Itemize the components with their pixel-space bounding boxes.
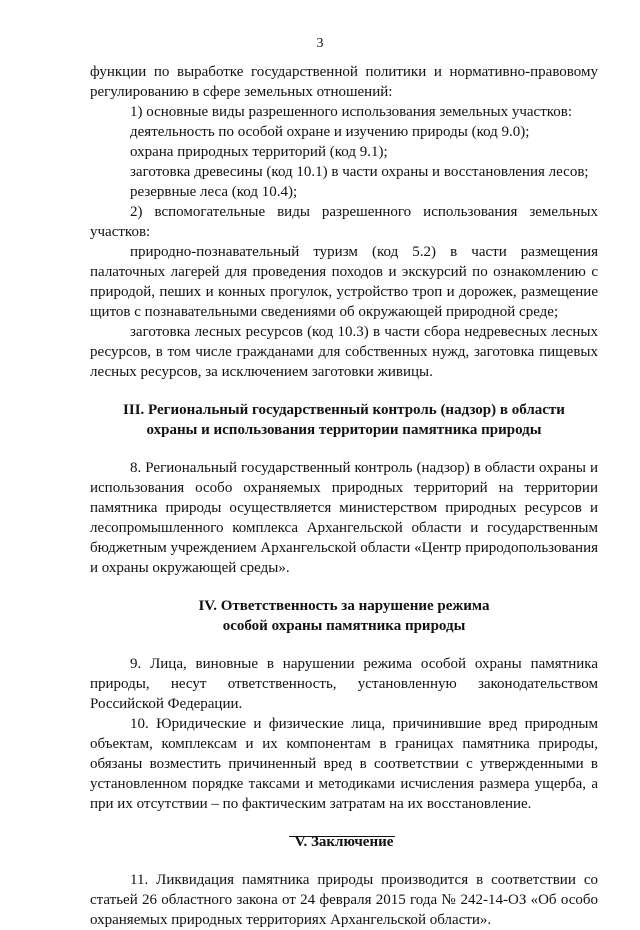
page-number: 3	[316, 36, 324, 51]
list2-item-1: природно-познавательный туризм (код 5.2) в части размещения палаточных лагерей для проведения походов и экскурсий по ознакомлению с природой, пеших и конных прогулок, устройство троп и дорожек, размещение щитов с познавательными сведениями об окружающей природной среде;	[90, 244, 598, 320]
list1-item-2: охрана природных территорий (код 9.1);	[130, 144, 388, 160]
list2-item-2: заготовка лесных ресурсов (код 10.3) в части сбора недревесных лесных ресурсов, в том числе гражданами для собственных нужд, заготовка пищевых лесных ресурсов, за исключением заготовки живицы.	[90, 324, 598, 380]
section-4-paragraph-9: 9. Лица, виновные в нарушении режима особой охраны памятника природы, несут ответственность, установленную законодательством Российской Федерации.	[90, 656, 598, 712]
section-4-heading-line-2: особой охраны памятника природы	[222, 618, 466, 634]
section-4-heading	[90, 596, 598, 636]
list1-item-3: заготовка древесины (код 10.1) в части охраны и восстановления лесов;	[130, 164, 589, 180]
intro-paragraph: функции по выработке государственной политики и нормативно-правовому регулированию в сфере земельных отношений:	[90, 64, 598, 100]
section-5-paragraph-11: 11. Ликвидация памятника природы производится в соответствии со статьей 26 областного закона от 24 февраля 2015 года № 242-14-ОЗ «Об особо охраняемых природных территориях Архангельской области».	[90, 872, 598, 928]
section-3-heading-line-1: III. Региональный государственный контроль (надзор) в области	[123, 402, 565, 418]
section-4-heading-line-1: IV. Ответственность за нарушение режима	[198, 598, 490, 614]
document-body	[90, 62, 598, 930]
section-5-heading	[90, 832, 598, 852]
section-3-paragraph-8: 8. Региональный государственный контроль (надзор) в области охраны и использования особо охраняемых природных территорий на территории памятника природы осуществляется министерством природных ресурсов и лесопромышленного комплекса Архангельской области и государственным бюджетным учреждением Архангельской области «Центр природопользования и охраны окружающей среды».	[90, 460, 598, 576]
section-3-heading-line-2: охраны и использования территории памятника природы	[146, 422, 542, 438]
section-3-heading	[90, 400, 598, 440]
list2-title: 2) вспомогательные виды разрешенного использования земельных участков:	[90, 204, 598, 240]
list1-item-4: резервные леса (код 10.4);	[130, 184, 298, 200]
section-4-paragraph-10: 10. Юридические и физические лица, причинившие вред природным объектам, комплексам и их компонентам в границах памятника природы, обязаны возместить причиненный вред в соответствии с утвержденными в установленном порядке таксами и методиками исчисления размера ущерба, а при их отсутствии – по фактическим затратам на их восстановление.	[90, 716, 598, 812]
end-divider-line	[289, 836, 395, 837]
list1-title: 1) основные виды разрешенного использования земельных участков:	[130, 104, 573, 120]
section-5-heading-line-1: V. Заключение	[294, 834, 394, 850]
list1-item-1: деятельность по особой охране и изучению природы (код 9.0);	[130, 124, 530, 140]
